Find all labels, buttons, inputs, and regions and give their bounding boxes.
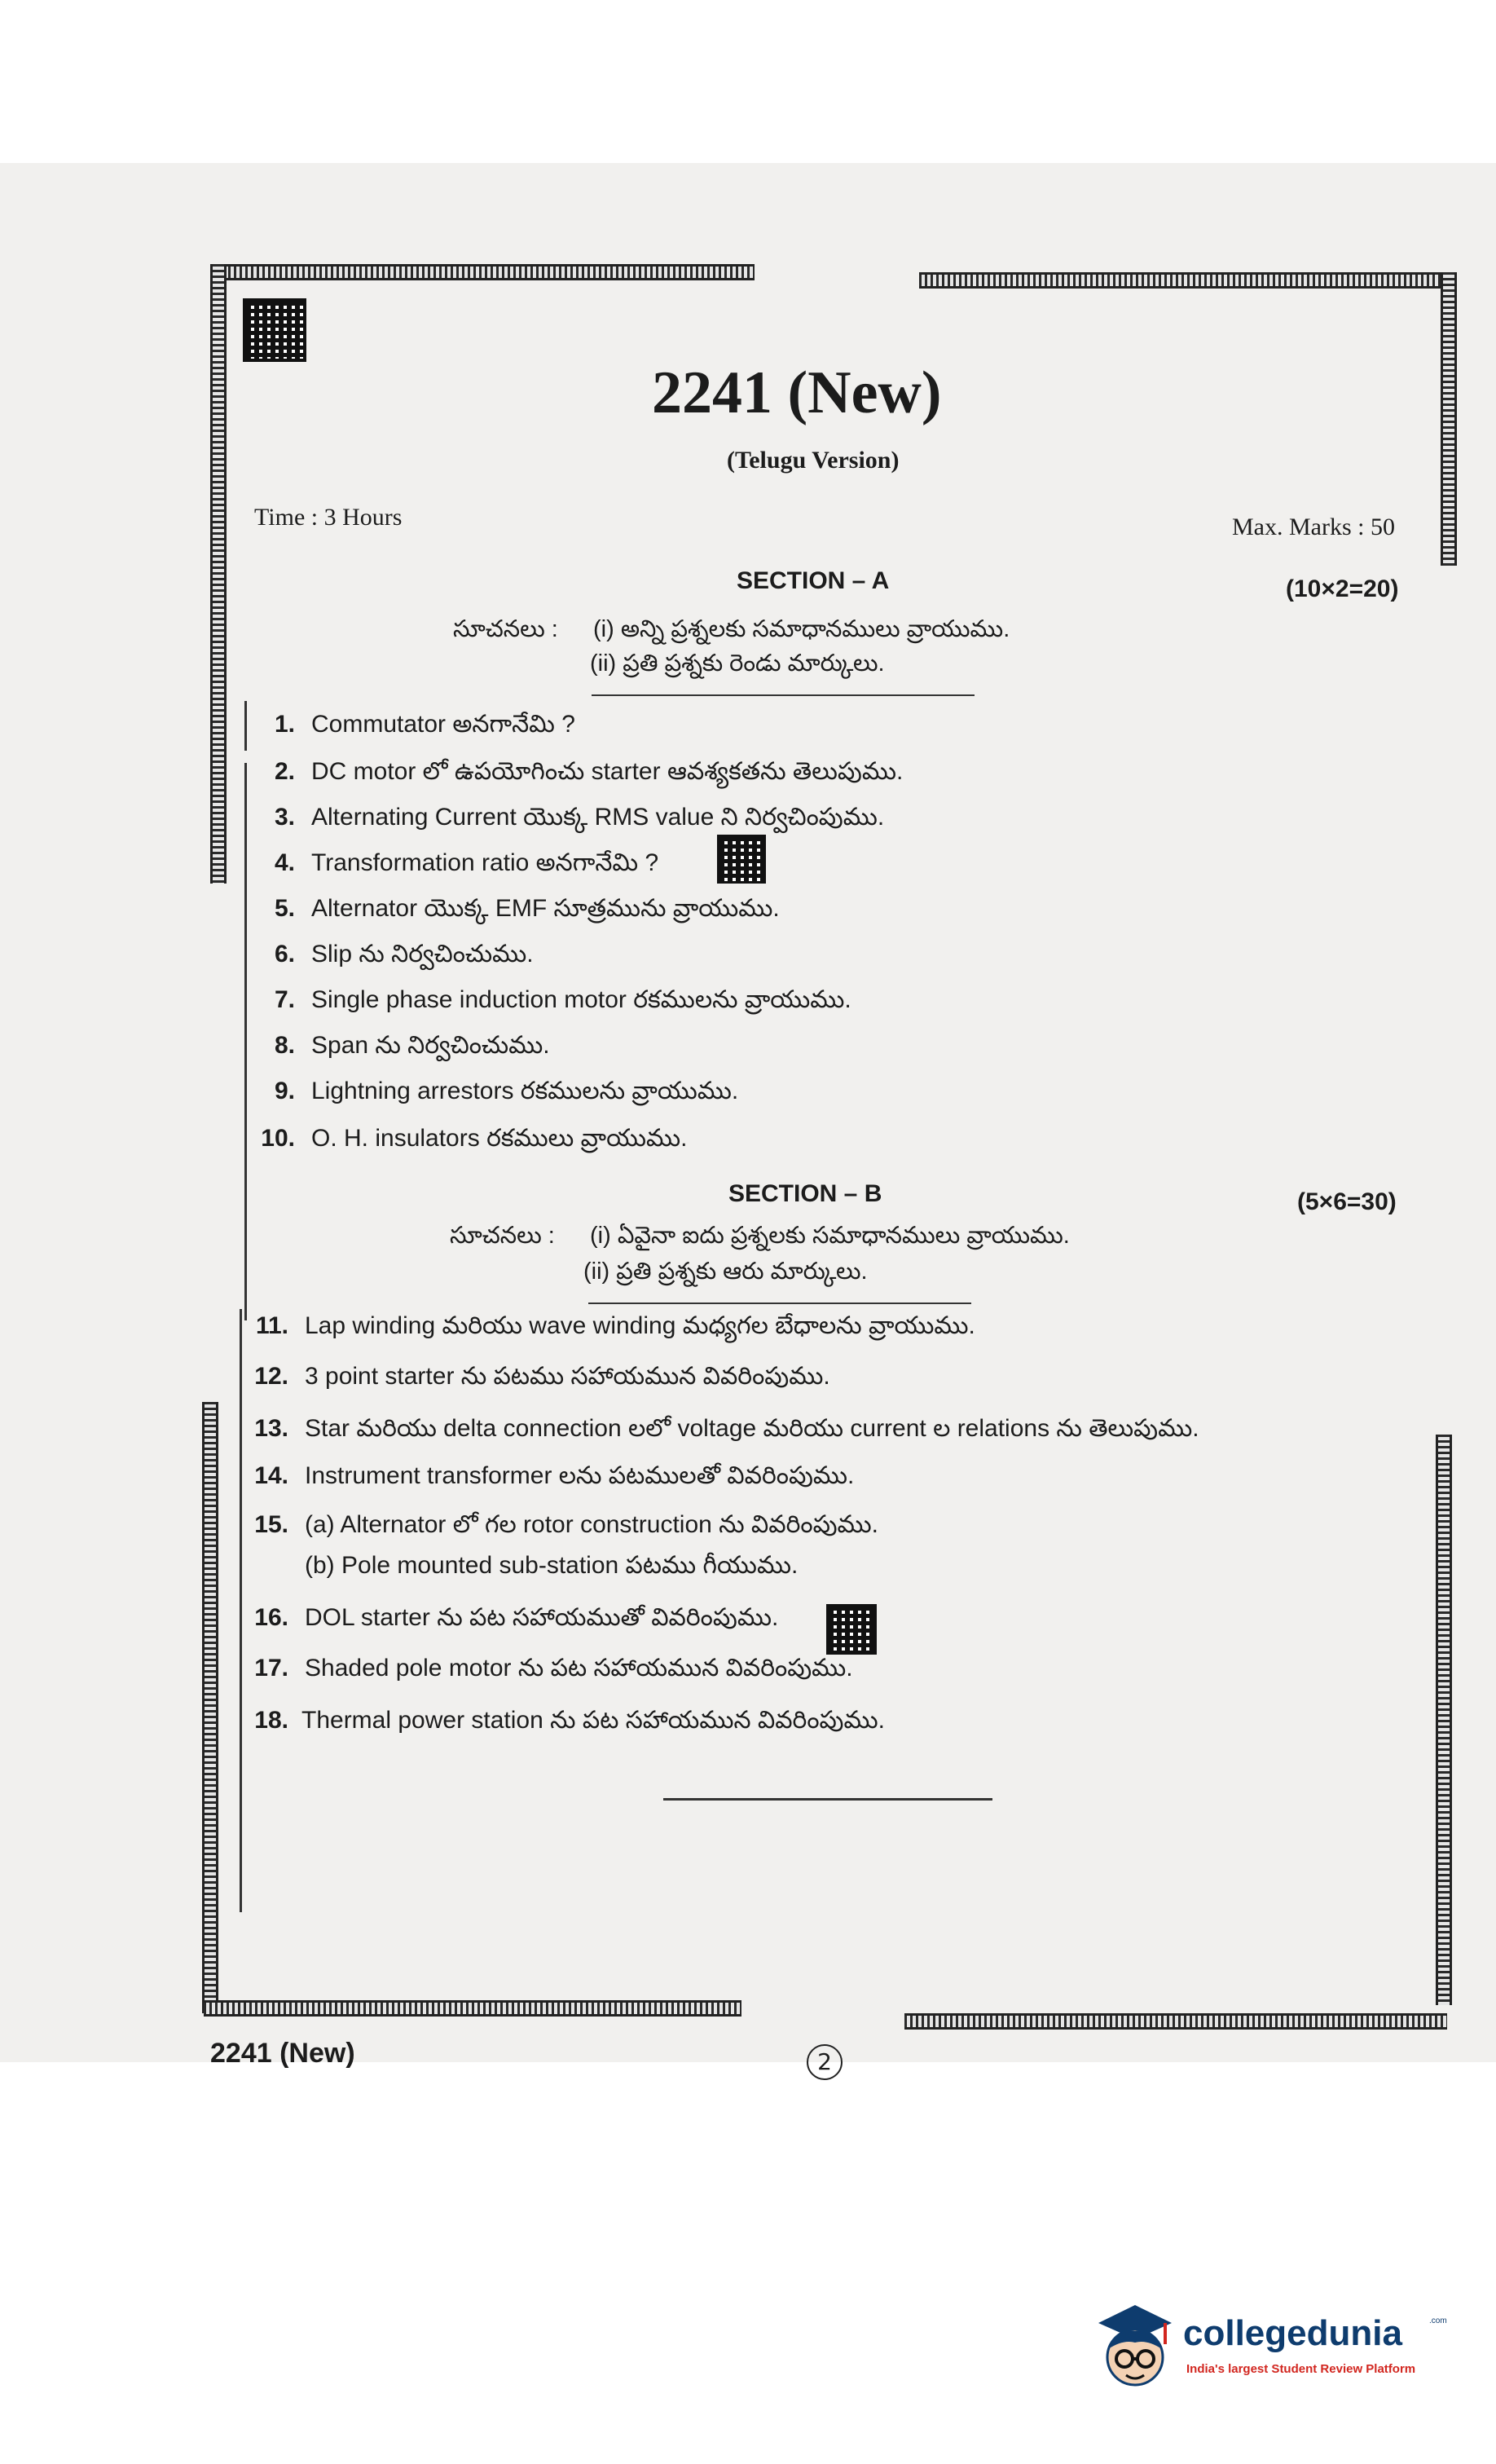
footer-paper-code: 2241 (New)	[210, 2038, 355, 2069]
section-b-instruction: (i) ఏవైనా ఐదు ప్రశ్నలకు సమాధానములు వ్రాయుము.	[590, 1223, 1070, 1249]
question-number: 13.	[254, 1415, 288, 1442]
top-border-right	[919, 272, 1449, 289]
max-marks: Max. Marks : 50	[1232, 514, 1395, 540]
section-b-title: SECTION – B	[728, 1180, 882, 1207]
right-border-top	[1441, 272, 1457, 566]
question-text: Slip ను నిర్వచించుము.	[311, 941, 534, 968]
question-text: Lap winding మరియు wave winding మధ్యగల బేధాలను వ్రాయుము.	[305, 1312, 975, 1339]
section-a-instruction: (i) అన్ని ప్రశ్నలకు సమాధానములు వ్రాయుము.	[593, 616, 1010, 642]
question-subpart-text: (b) Pole mounted sub-station పటము గీయుము.	[305, 1552, 799, 1579]
question-number: 16.	[254, 1604, 288, 1631]
left-border-bottom	[202, 1402, 218, 2013]
question-number: 15.	[254, 1511, 288, 1538]
section-a-title: SECTION – A	[737, 567, 890, 594]
question-text: Shaded pole motor ను పట సహాయమున వివరింపుము.	[305, 1655, 853, 1682]
question-number: 9.	[274, 1078, 295, 1104]
bottom-border-right	[904, 2013, 1447, 2030]
question-number: 7.	[274, 986, 295, 1013]
question-text: DC motor లో ఉపయోగించు starter ఆవశ్యకతను తెలుపుము.	[311, 758, 904, 785]
section-a-marks: (10×2=20)	[1286, 575, 1399, 602]
paper-version: (Telugu Version)	[727, 447, 900, 474]
top-border-left	[217, 264, 755, 280]
bottom-border-left	[204, 2000, 741, 2017]
section-b-divider	[588, 1303, 971, 1304]
qr-code-small-icon	[717, 835, 766, 884]
right-border-bottom	[1436, 1435, 1452, 2005]
question-text: DOL starter ను పట సహాయముతో వివరింపుము.	[305, 1604, 779, 1631]
question-text: Star మరియు delta connection లలో voltage మరియు current ల relations ను తెలుపుము.	[305, 1415, 1199, 1442]
page-number: 2	[807, 2044, 843, 2080]
section-a-instructions-label: సూచనలు :	[453, 616, 558, 642]
qr-code-small-icon	[826, 1604, 877, 1655]
question-text: Alternating Current యొక్క RMS value ని నిర్వచింపుము.	[311, 804, 885, 831]
left-border-top	[210, 264, 227, 884]
brand-name: collegedunia	[1183, 2313, 1402, 2353]
qr-code-icon	[243, 298, 306, 362]
question-text: Thermal power station ను పట సహాయమున వివరింపుము.	[301, 1707, 885, 1734]
question-number: 3.	[274, 804, 295, 831]
paper-code: 2241 (New)	[652, 359, 942, 426]
end-divider	[663, 1798, 992, 1801]
question-number: 10.	[261, 1125, 295, 1152]
question-number: 4.	[274, 849, 295, 876]
question-text: Lightning arrestors రకములను వ్రాయుము.	[311, 1078, 739, 1104]
question-text: Instrument transformer లను పటములతో వివరింపుము.	[305, 1462, 855, 1489]
question-text: O. H. insulators రకములు వ్రాయుము.	[311, 1125, 688, 1152]
question-number: 1.	[274, 711, 295, 738]
mascot-logo-icon	[1090, 2299, 1180, 2396]
question-number: 11.	[255, 1312, 288, 1339]
brand-suffix: .com	[1429, 2316, 1447, 2325]
question-text: (a) Alternator లో గల rotor construction ను వివరింపుము.	[305, 1511, 878, 1538]
question-text: Commutator అనగానేమి ?	[311, 711, 575, 738]
question-text: Alternator యొక్క EMF సూత్రమును వ్రాయుము.	[311, 895, 780, 922]
brand-tagline: India's largest Student Review Platform	[1186, 2362, 1416, 2376]
section-b-instructions-label: సూచనలు :	[450, 1223, 555, 1249]
question-number: 17.	[254, 1655, 288, 1682]
question-number: 8.	[274, 1032, 295, 1059]
question-number: 14.	[254, 1462, 288, 1489]
section-a-divider	[592, 694, 975, 696]
question-text: Transformation ratio అనగానేమి ?	[311, 849, 659, 876]
question-text: Single phase induction motor రకములను వ్రాయుము.	[311, 986, 851, 1013]
question-number: 5.	[274, 895, 295, 922]
question-number: 6.	[274, 941, 295, 968]
section-b-instruction: (ii) ప్రతి ప్రశ్నకు ఆరు మార్కులు.	[583, 1258, 868, 1285]
exam-page	[0, 163, 1496, 2075]
time-allowed: Time : 3 Hours	[254, 504, 403, 531]
question-text: 3 point starter ను పటము సహాయమున వివరింపుము.	[305, 1363, 830, 1390]
question-number: 12.	[254, 1363, 288, 1390]
question-number: 2.	[274, 758, 295, 785]
section-b-marks: (5×6=30)	[1297, 1188, 1397, 1215]
question-text: Span ను నిర్వచించుము.	[311, 1032, 550, 1059]
question-number: 18.	[254, 1707, 288, 1734]
section-a-instruction: (ii) ప్రతి ప్రశ్నకు రెండు మార్కులు.	[590, 650, 885, 677]
